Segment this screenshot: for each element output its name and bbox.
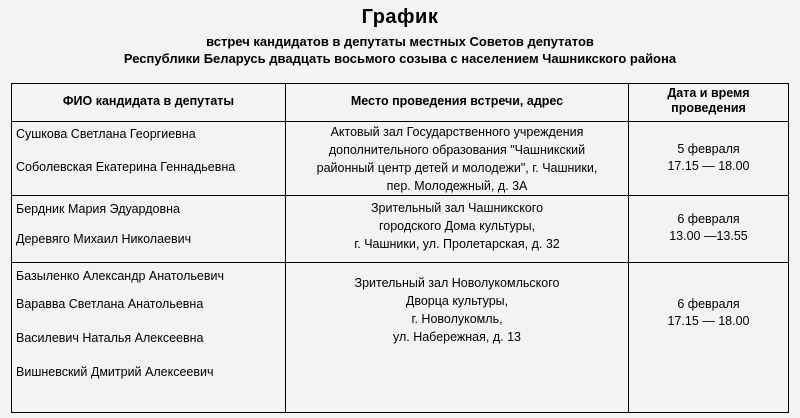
place-line: дополнительного образования "Чашникский xyxy=(328,143,586,157)
candidate-name: Вишневский Дмитрий Алексеевич xyxy=(16,365,214,379)
candidate-name: Бердник Мария Эдуардовна xyxy=(16,202,180,216)
table-row xyxy=(12,263,789,413)
place-cell xyxy=(286,196,629,263)
header-name-text: ФИО кандидата в депутаты xyxy=(62,94,235,108)
candidate-name: Варавва Светлана Анатольевна xyxy=(16,297,204,311)
meeting-date: 6 февраля xyxy=(677,297,740,311)
place-line: Зрительный зал Чашникского xyxy=(370,201,544,215)
place-line: г. Новолукомль, xyxy=(411,312,503,326)
page-title: График xyxy=(361,6,439,28)
schedule-table xyxy=(11,83,789,413)
subtitle-line-2: Республики Беларусь двадцать восьмого созыва с населением Чашникского района xyxy=(123,51,677,66)
header-datetime-line-2: проведения xyxy=(671,101,746,115)
header-place xyxy=(286,84,629,122)
candidate-name: Базыленко Александр Анатольевич xyxy=(16,269,225,283)
place-line: Зрительный зал Новолукомльского xyxy=(354,276,560,290)
header-place-text: Место проведения встречи, адрес xyxy=(350,94,564,108)
candidate-name: Сушкова Светлана Георгиевна xyxy=(16,127,196,141)
candidates-cell xyxy=(12,122,286,196)
place-line: ул. Набережная, д. 13 xyxy=(392,330,521,344)
meeting-date: 5 февраля xyxy=(677,142,740,156)
place-line: Дворца культуры, xyxy=(405,294,509,308)
meeting-time: 17.15 — 18.00 xyxy=(667,159,750,173)
place-line: г. Чашники, ул. Пролетарская, д. 32 xyxy=(354,237,560,251)
candidates-cell xyxy=(12,263,286,413)
table-header-row xyxy=(12,84,789,122)
table-row xyxy=(12,196,789,263)
subtitle-line-1: встреч кандидатов в депутаты местных Советов депутатов xyxy=(206,34,594,49)
datetime-cell xyxy=(629,122,789,196)
candidates-cell xyxy=(12,196,286,263)
meeting-date: 6 февраля xyxy=(677,212,740,226)
datetime-cell xyxy=(629,263,789,413)
table-row xyxy=(12,122,789,196)
candidate-name: Деревяго Михаил Николаевич xyxy=(16,232,192,246)
place-line: районный центр детей и молодежи", г. Чашники, xyxy=(316,161,598,175)
place-line: пер. Молодежный, д. 3А xyxy=(386,179,528,193)
candidate-name: Соболевская Екатерина Геннадьевна xyxy=(16,160,236,174)
meeting-time: 17.15 — 18.00 xyxy=(667,314,750,328)
place-line: Актовый зал Государственного учреждения xyxy=(330,125,584,139)
place-line: городского Дома культуры, xyxy=(378,219,536,233)
place-cell xyxy=(286,263,629,413)
header-name xyxy=(12,84,286,122)
meeting-time: 13.00 —13.55 xyxy=(669,229,748,243)
place-cell xyxy=(286,122,629,196)
datetime-cell xyxy=(629,196,789,263)
candidate-name: Василевич Наталья Алексеевна xyxy=(16,331,204,345)
header-datetime-line-1: Дата и время xyxy=(667,86,750,100)
header-datetime xyxy=(629,84,789,122)
